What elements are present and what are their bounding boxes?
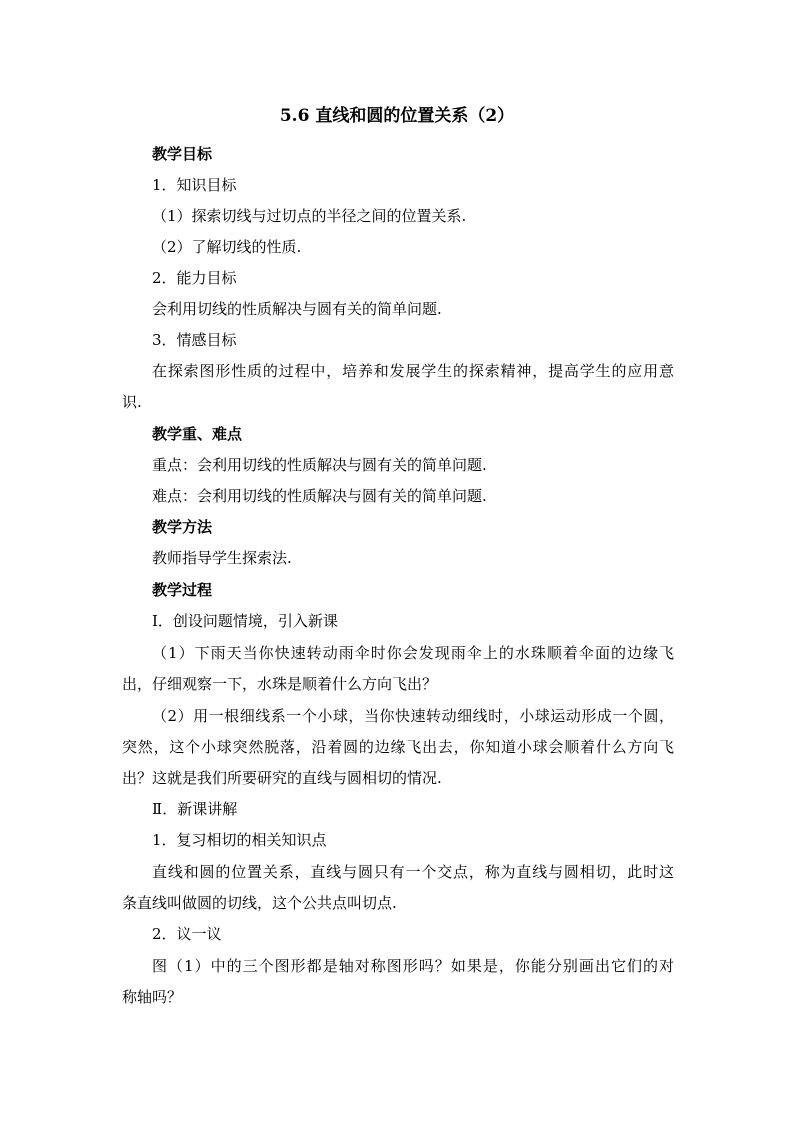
heading-teaching-process: 教学过程 — [152, 581, 213, 599]
scenario-2-line3: 出？这就是我们所要研究的直线与圆相切的情况. — [122, 769, 442, 787]
scenario-2-line2: 突然，这个小球突然脱落，沿着圆的边缘飞出去，你知道小球会顺着什么方向飞 — [122, 738, 674, 756]
section-2-heading: Ⅱ．新课讲解 — [152, 800, 238, 818]
emotion-goal-text-line2: 识. — [122, 393, 142, 411]
review-heading: 1．复习相切的相关知识点 — [152, 831, 327, 849]
key-point-text: 重点：会利用切线的性质解决与圆有关的简单问题. — [152, 456, 487, 474]
document-title: 5.6 直线和圆的位置关系（2） — [279, 106, 515, 126]
ability-goal-text: 会利用切线的性质解决与圆有关的简单问题. — [152, 300, 442, 318]
scenario-1-line2: 出，仔细观察一下，水珠是顺着什么方向飞出？ — [122, 675, 438, 693]
review-text-line2: 条直线叫做圆的切线，这个公共点叫切点. — [122, 894, 397, 912]
scenario-2-line1: （2）用一根细线系一个小球，当你快速转动细线时，小球运动形成一个圆， — [152, 707, 674, 725]
emotion-goal-text-line1: 在探索图形性质的过程中，培养和发展学生的探索精神，提高学生的应用意 — [152, 362, 674, 380]
subheading-knowledge-goal: 1．知识目标 — [152, 176, 237, 194]
knowledge-item-2: （2）了解切线的性质. — [152, 238, 302, 256]
subheading-ability-goal: 2．能力目标 — [152, 269, 237, 287]
scenario-1-line1: （1）下雨天当你快速转动雨伞时你会发现雨伞上的水珠顺着伞面的边缘飞 — [152, 644, 674, 662]
knowledge-item-1: （1）探索切线与过切点的半径之间的位置关系. — [152, 207, 467, 225]
difficult-point-text: 难点：会利用切线的性质解决与圆有关的简单问题. — [152, 487, 487, 505]
subheading-emotion-goal: 3．情感目标 — [152, 331, 237, 349]
heading-key-points: 教学重、难点 — [152, 425, 243, 443]
review-text-line1: 直线和圆的位置关系，直线与圆只有一个交点，称为直线与圆相切，此时这 — [152, 863, 674, 881]
heading-teaching-method: 教学方法 — [152, 518, 213, 536]
heading-teaching-goals: 教学目标 — [152, 145, 213, 163]
discuss-text-line1: 图（1）中的三个图形都是轴对称图形吗？如果是，你能分别画出它们的对 — [152, 957, 674, 975]
discuss-text-line2: 称轴吗？ — [122, 988, 183, 1006]
discuss-heading: 2．议一议 — [152, 925, 222, 943]
teaching-method-text: 教师指导学生探索法. — [152, 549, 292, 567]
section-1-heading: Ⅰ．创设问题情境，引入新课 — [152, 612, 338, 630]
